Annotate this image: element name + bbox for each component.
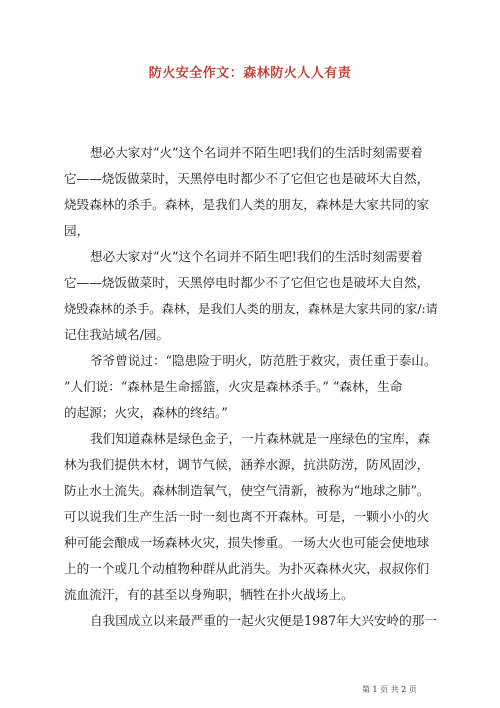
- text-line: 我们知道森林是绿色金子，一片森林就是一座绿色的宝库，森: [90, 431, 431, 446]
- text-line: 种可能会酿成一场森林火灾，损失惨重。一场大火也可能会使地球: [64, 535, 430, 550]
- text-line: 可以说我们生产生活一时一刻也离不开森林。可是，一颗小小的火: [64, 509, 430, 524]
- text-line: 爷爷曾说过：“隐患险于明火，防范胜于救灾，责任重于泰山。: [90, 353, 437, 368]
- text-line: 烧毁森林的杀手。森林，是我们人类的朋友，森林是大家共同的家: [64, 197, 430, 212]
- text-line: 记住我站域名/园。: [64, 327, 169, 342]
- text-line: 烧毁森林的杀手。森林，是我们人类的朋友，森林是大家共同的家/:请: [64, 302, 438, 316]
- text-line: 园，: [64, 223, 90, 238]
- page-footer: 第 1 页 共 2 页: [362, 685, 417, 694]
- text-line: 它——烧饭做菜时，天黑停电时都少不了它但它也是破坏大自然，: [64, 171, 430, 186]
- text-line: ”人们说：“森林是生命摇篮，火灾是森林杀手。” “森林，生命: [64, 379, 403, 394]
- text-line: 它——烧饭做菜时，天黑停电时都少不了它但它也是破坏大自然，: [64, 275, 430, 290]
- text-line: 的起源；火灾，森林的终结。”: [64, 405, 228, 420]
- text-line: 防止水土流失。森林制造氧气，使空气清新，被称为“地球之肺”。: [64, 483, 430, 498]
- text-line: 自我国成立以来最严重的一起火灾便是1987年大兴安岭的那一: [90, 613, 437, 628]
- page-title: 防火安全作文：森林防火人人有责: [148, 66, 352, 81]
- text-line: 想必大家对“火”这个名词并不陌生吧!我们的生活时刻需要着: [90, 145, 423, 160]
- text-line: 上的一个或几个动植物种群从此消失。为扑灭森林火灾，叔叔你们: [64, 561, 430, 576]
- text-line: 流血流汗，有的甚至以身殉职，牺牲在扑火战场上。: [64, 587, 354, 602]
- text-line: 林为我们提供木材，调节气候，涵养水源，抗洪防涝，防风固沙，: [64, 457, 430, 472]
- text-line: 想必大家对“火”这个名词并不陌生吧!我们的生活时刻需要着: [90, 249, 423, 264]
